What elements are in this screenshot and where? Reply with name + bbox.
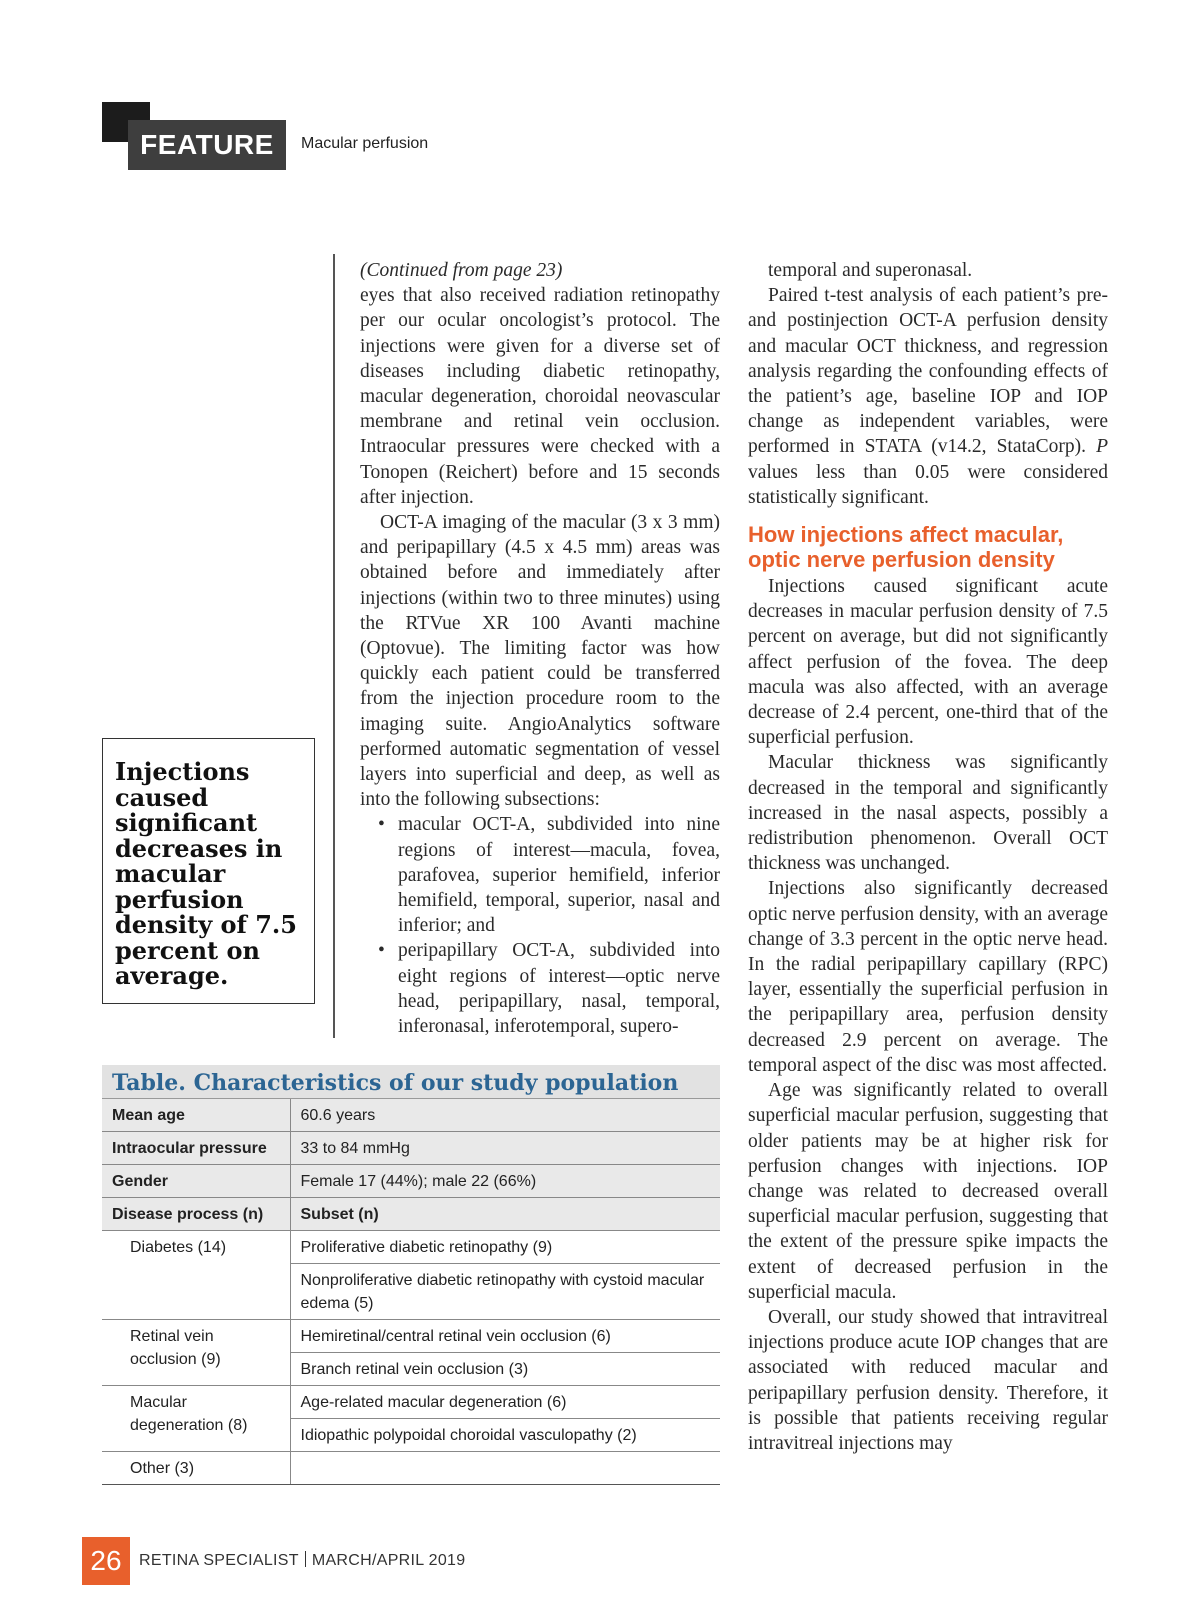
paragraph bbox=[748, 283, 1108, 510]
table-row bbox=[102, 1231, 720, 1264]
footer-separator bbox=[305, 1551, 306, 1567]
table-cell-label: Gender bbox=[102, 1165, 290, 1198]
paragraph-text: Paired t-test analysis of each patient’s pre- and postinjection OCT-A perfusion density and macular OCT thickness, and regression analysis regarding the confounding effects of the patient’s age, baseline IOP and IOP change as independent variables, were performed in STATA (v14.2, StataCorp). bbox=[748, 285, 1108, 458]
paragraph: temporal and superonasal. bbox=[768, 260, 973, 281]
table-cell-label: Disease process (n) bbox=[102, 1198, 290, 1231]
table-row bbox=[102, 1386, 720, 1419]
pull-quote: Injections caused significant decreases in macular perfusion density of 7.5 percent on average. bbox=[102, 738, 315, 1004]
characteristics-table bbox=[102, 1099, 720, 1485]
table-cell-label: Mean age bbox=[102, 1099, 290, 1132]
table-cell-label: Intraocular pressure bbox=[102, 1132, 290, 1165]
paragraph: Macular thickness was significantly decreased in the temporal and significantly increased in the nasal aspects, possibly a redistribution phenomenon. Overall OCT thickness was unchanged. bbox=[748, 752, 1108, 875]
table-row bbox=[102, 1099, 720, 1132]
section-subhead: How injections affect macular, optic nerve perfusion density bbox=[748, 522, 1064, 573]
paragraph: Overall, our study showed that intravitreal injections produce acute IOP changes that are associated with reduced macular and peripapillary perfusion density. Therefore, it is possible that patients receiving regular intravitreal injections may bbox=[748, 1306, 1108, 1454]
paragraph-text-end: values less than 0.05 were considered statistically significant. bbox=[748, 461, 1108, 508]
table-cell-value: Nonproliferative diabetic retinopathy with cystoid macular edema (5) bbox=[290, 1264, 720, 1320]
table-cell-label: Diabetes (14) bbox=[102, 1231, 290, 1320]
table-row bbox=[102, 1165, 720, 1198]
table-cell-value: Female 17 (44%); male 22 (66%) bbox=[290, 1165, 720, 1198]
list-item: • peripapillary OCT-A, subdivided into eight regions of interest—optic nerve head, peripapillary, nasal, temporal, inferonasal, inferotemporal, supero- bbox=[398, 938, 720, 1039]
table-title: Table. Characteristics of our study population bbox=[102, 1065, 720, 1099]
paragraph: OCT-A imaging of the macular (3 x 3 mm) and peripapillary (4.5 x 4.5 mm) areas was obtained before and immediately after injections (within two to three minutes) using the RTVue XR 100 Avanti machine (Optovue). The limiting factor was how quickly each patient could be transferred from the injection procedure room to the imaging suite. AngioAnalytics software performed automatic segmentation of vessel layers into superficial and deep, as well as into the following subsections: bbox=[360, 512, 720, 811]
table-row bbox=[102, 1452, 720, 1485]
table-cell-value: Branch retinal vein occlusion (3) bbox=[290, 1353, 720, 1386]
article-column-right bbox=[748, 258, 1108, 1456]
page-number: 26 bbox=[82, 1537, 130, 1585]
list-item: • macular OCT-A, subdivided into nine regions of interest—macula, fovea, parafovea, superior hemifield, inferior hemifield, temporal, superior, nasal and inferior; and bbox=[398, 812, 720, 938]
table-cell-value: Subset (n) bbox=[290, 1198, 720, 1231]
subsection-list bbox=[398, 812, 720, 1039]
table-cell-label: Retinal vein occlusion (9) bbox=[102, 1320, 290, 1386]
study-population-table bbox=[102, 1065, 720, 1485]
footer-publication bbox=[139, 1551, 465, 1570]
table-row bbox=[102, 1198, 720, 1231]
table-cell-value: 33 to 84 mmHg bbox=[290, 1132, 720, 1165]
paragraph: Injections also significantly decreased optic nerve perfusion density, with an average change of 3.3 percent in the optic nerve head. In the radial peripapillary capillary (RPC) layer, essentially the superficial perfusion in the peripapillary area, perfusion density decreased 2.9 percent on average. The temporal aspect of the disc was most affected. bbox=[748, 878, 1108, 1076]
paragraph: eyes that also received radiation retinopathy per our ocular oncologist’s protocol. The injections were given for a diverse set of diseases including diabetic retinopathy, macular degeneration, choroidal neovascular membrane and retinal vein occlusion. Intraocular pressures were checked with a Tonopen (Reichert) before and 15 seconds after injection. bbox=[360, 285, 720, 508]
table-cell-value: Proliferative diabetic retinopathy (9) bbox=[290, 1231, 720, 1264]
table-cell-value: 60.6 years bbox=[290, 1099, 720, 1132]
table-cell-value bbox=[290, 1452, 720, 1485]
p-value-symbol: P bbox=[1096, 436, 1108, 458]
table-cell-label: Other (3) bbox=[102, 1452, 290, 1485]
paragraph: Injections caused significant acute decreases in macular perfusion density of 7.5 percent on average, but did not significantly affect perfusion of the fovea. The deep macula was also affected, with an average decrease of 2.4 percent, one-third that of the superficial perfusion. bbox=[748, 576, 1108, 749]
section-title: Macular perfusion bbox=[301, 135, 429, 152]
table-row bbox=[102, 1132, 720, 1165]
table-cell-label: Macular degeneration (8) bbox=[102, 1386, 290, 1452]
table-row bbox=[102, 1320, 720, 1353]
table-cell-value: Age-related macular degeneration (6) bbox=[290, 1386, 720, 1419]
paragraph: Age was significantly related to overall superficial macular perfusion, suggesting that older patients may be at higher risk for perfusion changes with injections. IOP change was related to decreased overall superficial macular perfusion, suggesting that the extent of the pressure spike impacts the extent of decreased perfusion in the superficial macula. bbox=[748, 1080, 1108, 1303]
publication-name: RETINA SPECIALIST bbox=[139, 1552, 299, 1569]
issue-date: MARCH/APRIL 2019 bbox=[311, 1552, 466, 1569]
table-cell-value: Hemiretinal/central retinal vein occlusion (6) bbox=[290, 1320, 720, 1353]
column-divider bbox=[333, 254, 335, 1038]
table-cell-value: Idiopathic polypoidal choroidal vasculopathy (2) bbox=[290, 1419, 720, 1452]
continued-note: (Continued from page 23) bbox=[360, 260, 563, 281]
feature-tag: FEATURE bbox=[128, 120, 286, 170]
article-column-middle bbox=[360, 258, 720, 1039]
